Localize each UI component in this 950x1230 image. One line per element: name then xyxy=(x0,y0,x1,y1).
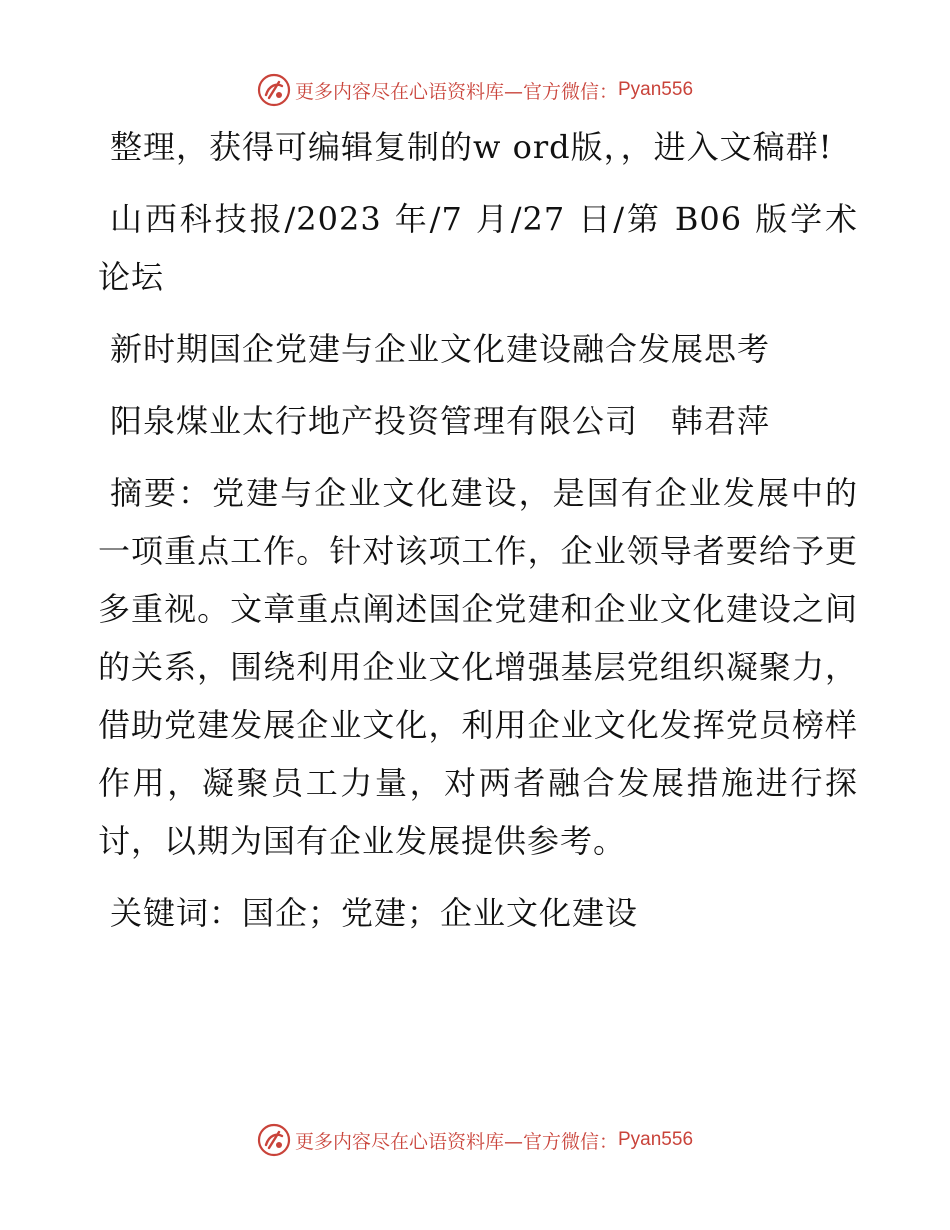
keywords-line: 关键词：国企；党建；企业文化建设 xyxy=(110,894,639,932)
source-line: 山西科技报/2023 年/7 月/27 日/第 B06 版学术论坛 xyxy=(98,200,858,296)
document-body xyxy=(98,118,858,956)
watermark-text: 更多内容尽在心语资料库—官方微信： xyxy=(294,1130,618,1153)
red-seal-logo-icon xyxy=(257,73,291,107)
watermark-handle: Pyan556 xyxy=(618,1129,694,1150)
intro-paragraph: 整理，获得可编辑复制的w ord版，，进入文稿群! xyxy=(110,128,833,166)
article-title: 新时期国企党建与企业文化建设融合发展思考 xyxy=(110,330,771,368)
abstract-paragraph: 摘要：党建与企业文化建设，是国有企业发展中的一项重点工作。针对该项工作，企业领导者要给予更多重视。文章重点阐述国企党建和企业文化建设之间的关系，围绕利用企业文化增强基层党组织凝聚力，借助党建发展企业文化，利用企业文化发挥党员榜样作用，凝聚员工力量，对两者融合发展措施进行探讨，以期为国有企业发展提供参考。 xyxy=(98,474,858,860)
author-line: 阳泉煤业太行地产投资管理有限公司 韩君萍 xyxy=(110,402,771,440)
watermark-footer xyxy=(0,1120,950,1160)
watermark-header xyxy=(0,70,950,110)
watermark-text: 更多内容尽在心语资料库—官方微信： xyxy=(294,80,618,103)
watermark-handle: Pyan556 xyxy=(618,79,694,100)
red-seal-logo-icon xyxy=(257,1123,291,1157)
